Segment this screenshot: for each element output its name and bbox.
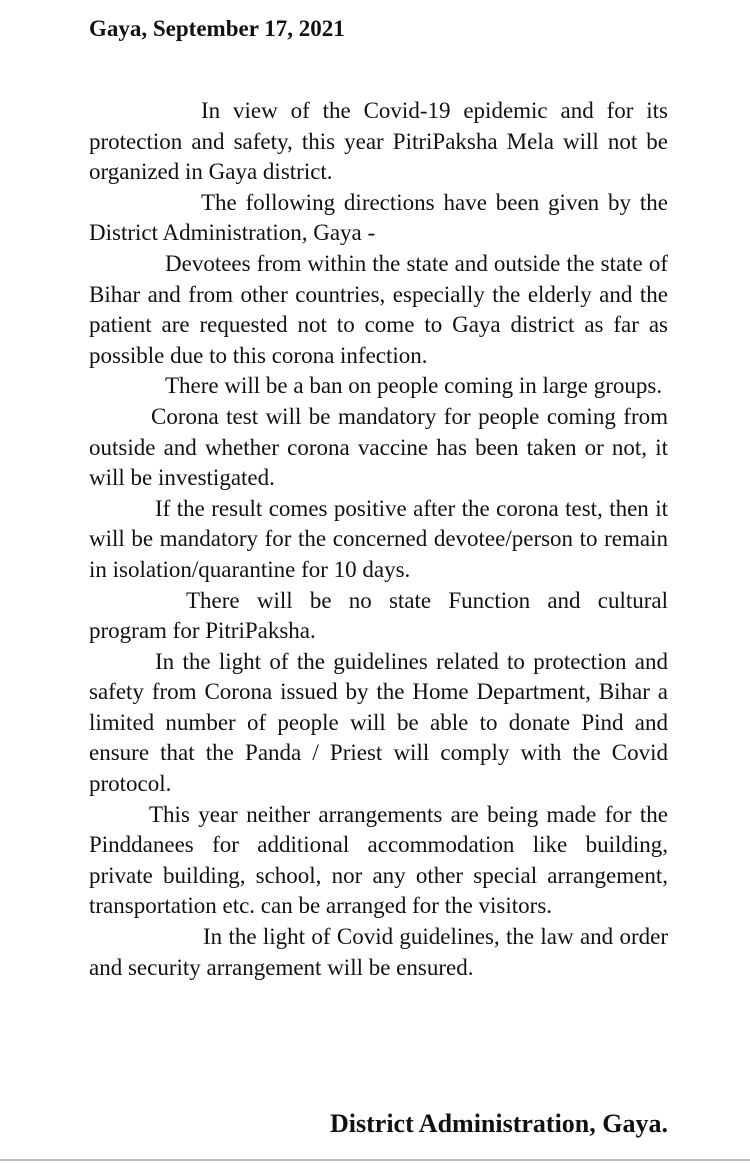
paragraph-pind-donation: In the light of the guidelines related to protection and safety from Corona issued by the Home Department, Bihar a limited number of people will be able to donate Pind and ensure that the Panda / Priest will comply with the Covid protocol.	[89, 648, 668, 797]
signature: District Administration, Gaya.	[330, 1109, 668, 1138]
paragraph-law-and-order: In the light of Covid guidelines, the law and order and security arrangement will be ensured.	[89, 924, 668, 980]
bottom-divider	[0, 1159, 750, 1161]
notice-body	[89, 96, 668, 983]
paragraph-devotees-request: Devotees from within the state and outside the state of Bihar and from other countries, especially the elderly and the patient are requested not to come to Gaya district as far as possible due to this corona infection.	[89, 250, 668, 368]
paragraph-no-functions: There will be no state Function and cultural program for PitriPaksha.	[89, 587, 668, 644]
paragraph-no-arrangements: This year neither arrangements are being made for the Pinddanees for additional accommodation like building, private building, school, nor any other special arrangement, transportation etc. can be arranged for the visitors.	[89, 801, 668, 919]
dateline: Gaya, September 17, 2021	[89, 16, 345, 41]
paragraph-covid-mela-cancelled: In view of the Covid-19 epidemic and for its protection and safety, this year PitriPaksha Mela will not be organized in Gaya district.	[89, 98, 668, 185]
paragraph-corona-test: Corona test will be mandatory for people coming from outside and whether corona vaccine has been taken or not, it will be investigated.	[89, 403, 668, 491]
paragraph-directions-intro: The following directions have been given by the District Administration, Gaya -	[89, 189, 668, 246]
paragraph-group-ban: There will be a ban on people coming in large groups.	[165, 373, 663, 399]
paragraph-quarantine: If the result comes positive after the corona test, then it will be mandatory for the concerned devotee/person to remain in isolation/quarantine for 10 days.	[89, 495, 668, 582]
